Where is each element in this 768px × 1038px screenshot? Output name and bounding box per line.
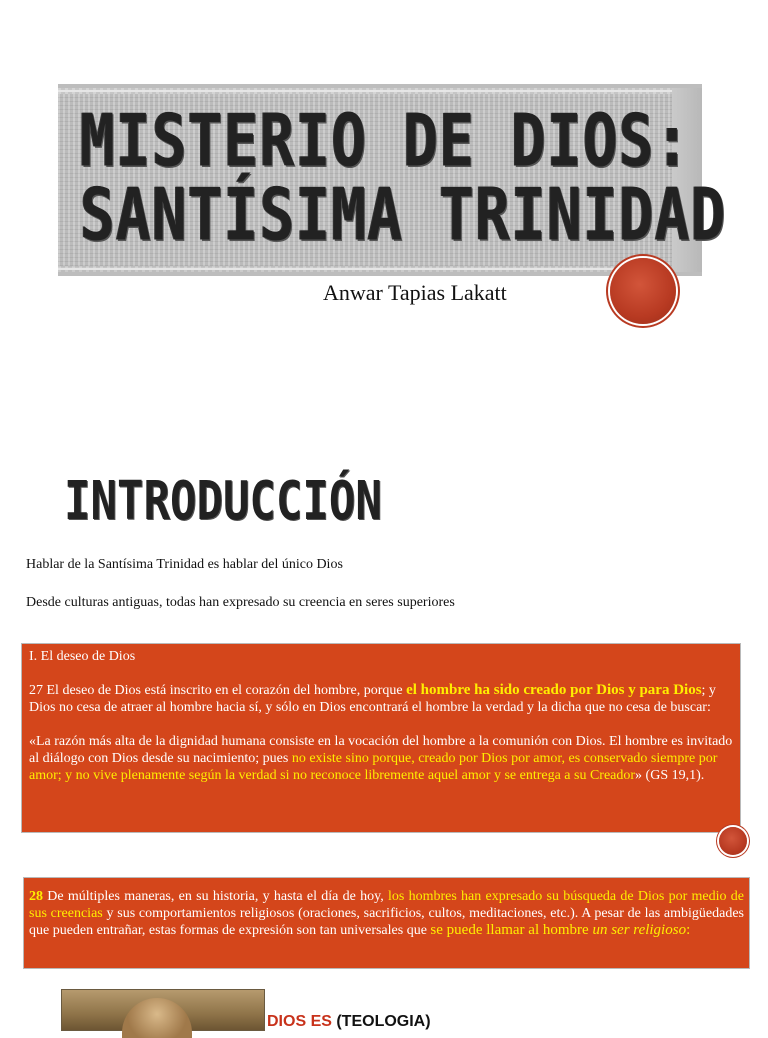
title-line-1: MISTERIO DE DIOS:	[80, 98, 691, 183]
section-title: I. El deseo de Dios	[29, 649, 136, 664]
p27-start: 27 El deseo de Dios está inscrito en el corazón del hombre, porque	[29, 683, 407, 698]
p27-highlight: el hombre ha sido creado por Dios y para Dios	[406, 682, 702, 698]
decorative-circle	[610, 258, 676, 324]
p28-highlight-2: se puede llamar al hombre	[430, 922, 593, 938]
p28-start: De múltiples maneras, en su historia, y hasta el día de hoy,	[43, 889, 388, 904]
painting-figure	[122, 998, 192, 1038]
paragraph-number: 28	[29, 889, 43, 904]
slide3-heading	[267, 1013, 431, 1031]
author-name: Anwar Tapias Lakatt	[323, 280, 507, 305]
slide3-heading-black: (TEOLOGIA)	[331, 1013, 431, 1030]
p28-mid: y sus comportamientos religiosos (oraciones, sacrificios, cultos, meditaciones, etc.). A pesar de las ambigüedades que pueden entrañar, estas formas de expresión son tan universales que	[29, 906, 745, 938]
quote-highlight: no existe sino porque, creado por Dios por amor, es conservado siempre por amor; y no vive plenamente según la verdad si no reconoce libremente aquel amor y se entrega a su Creador	[29, 751, 718, 783]
quote-end: » (GS 19,1).	[635, 768, 705, 783]
intro-paragraph-1: Hablar de la Santísima Trinidad es hablar del único Dios	[26, 557, 343, 572]
p27-end: ; y Dios no cesa de atraer al hombre hacia sí, y sólo en Dios encontrará el hombre la verdad y la dicha que no cesa de buscar:	[29, 683, 716, 715]
catechism-box-27	[21, 643, 741, 833]
title-banner	[58, 84, 727, 276]
gs-quote	[29, 733, 733, 784]
decorative-circle-small	[719, 827, 747, 855]
intro-heading: INTRODUCCIÓN	[64, 470, 382, 533]
p28-highlight-italic: un ser religioso	[592, 922, 687, 938]
p28-highlight-end: :	[686, 922, 691, 938]
religious-painting	[61, 989, 265, 1031]
paragraph-27	[29, 682, 733, 716]
title-line-2: SANTÍSIMA TRINIDAD	[80, 172, 727, 257]
quote-start: «La razón más alta de la dignidad humana consiste en la vocación del hombre a la comunión con Dios. El hombre es invitado al diálogo con Dios desde su nacimiento; pues	[29, 734, 733, 766]
slide3-heading-red: DIOS ES	[267, 1013, 332, 1030]
intro-paragraph-2: Desde culturas antiguas, todas han expresado su creencia en seres superiores	[26, 595, 455, 610]
p28-highlight-1: los hombres han expresado su búsqueda de Dios por medio de sus creencias	[29, 889, 744, 921]
banner-top-line	[58, 90, 702, 92]
banner-bottom-line	[58, 268, 702, 270]
catechism-box-28	[23, 877, 750, 969]
